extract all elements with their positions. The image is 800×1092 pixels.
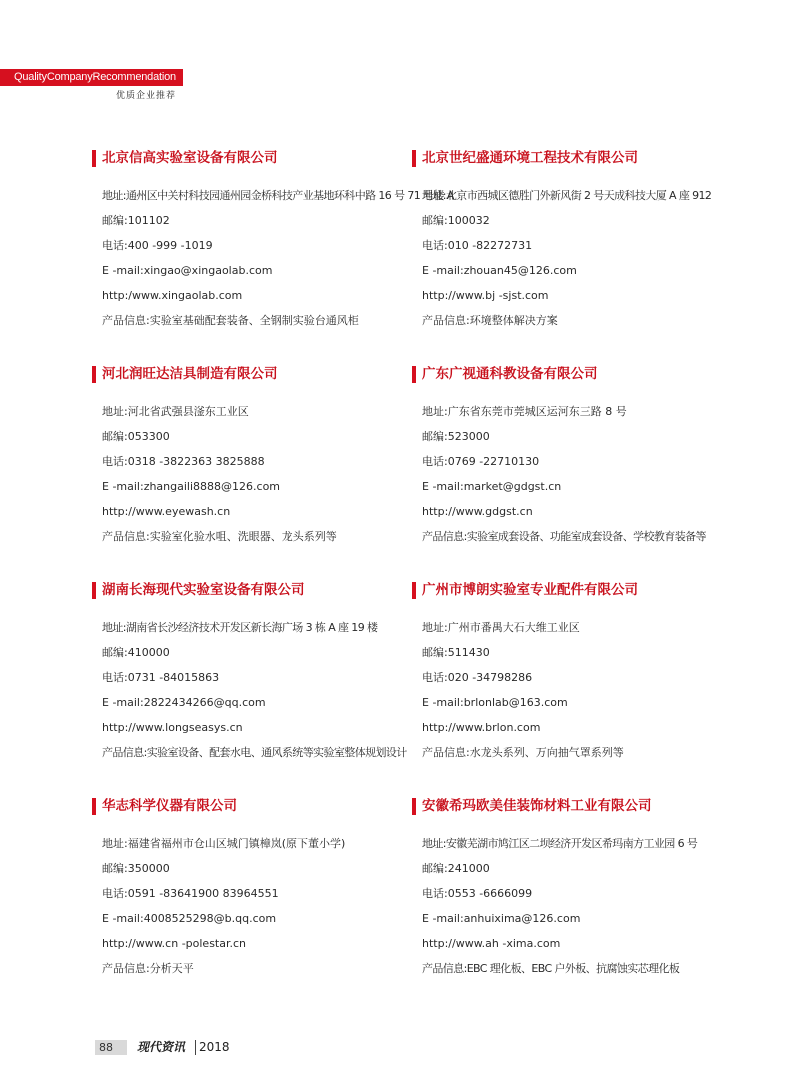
- company-website: http://www.longseasys.cn: [102, 721, 243, 734]
- company-website: http://www.brlon.com: [422, 721, 541, 734]
- company-website: http://www.cn -polestar.cn: [102, 937, 247, 950]
- company-phone: 电话:0553 -6666099: [422, 887, 533, 900]
- company-website: http:/www.xingaolab.com: [102, 289, 243, 302]
- company-products: 产品信息:实验室成套设备、功能室成套设备、学校教育装备等: [422, 530, 706, 543]
- company-name: 北京世纪盛通环境工程技术有限公司: [412, 150, 742, 167]
- company-name: 广东广视通科教设备有限公司: [412, 366, 742, 383]
- company-phone: 电话:0591 -83641900 83964551: [102, 887, 279, 900]
- company-card: [412, 582, 742, 765]
- company-email: E -mail:anhuixima@126.com: [422, 912, 581, 925]
- company-name: 广州市博朗实验室专业配件有限公司: [412, 582, 742, 599]
- company-email: E -mail:market@gdgst.cn: [422, 480, 562, 493]
- company-address: 地址:湖南省长沙经济技术开发区新长海广场 3 栋 A 座 19 楼: [102, 621, 378, 634]
- company-phone: 电话:0769 -22710130: [422, 455, 540, 468]
- company-email: E -mail:zhangaili8888@126.com: [102, 480, 281, 493]
- company-postcode: 邮编:511430: [422, 646, 490, 659]
- company-name: 河北润旺达洁具制造有限公司: [92, 366, 422, 383]
- company-postcode: 邮编:350000: [102, 862, 170, 875]
- company-email: E -mail:zhouan45@126.com: [422, 264, 577, 277]
- company-address: 地址:广州市番禺大石大维工业区: [422, 621, 580, 634]
- company-card: [412, 366, 742, 549]
- section-title-en: QualityCompanyRecommendation: [0, 69, 183, 86]
- company-website: http://www.gdgst.cn: [422, 505, 533, 518]
- company-email: E -mail:xingao@xingaolab.com: [102, 264, 273, 277]
- company-address: 地址:通州区中关村科技园通州园金桥科技产业基地环科中路 16 号 71 号楼 A: [102, 189, 454, 202]
- company-website: http://www.eyewash.cn: [102, 505, 231, 518]
- company-phone: 电话:400 -999 -1019: [102, 239, 213, 252]
- company-name: 北京信高实验室设备有限公司: [92, 150, 422, 167]
- company-address: 地址:北京市西城区德胜门外新风街 2 号天成科技大厦 A 座 912: [422, 189, 712, 202]
- company-products: 产品信息:水龙头系列、万向抽气罩系列等: [422, 746, 624, 759]
- company-postcode: 邮编:410000: [102, 646, 170, 659]
- company-postcode: 邮编:100032: [422, 214, 490, 227]
- company-products: 产品信息:EBC 理化板、EBC 户外板、抗腐蚀实芯理化板: [422, 962, 680, 975]
- company-phone: 电话:0318 -3822363 3825888: [102, 455, 265, 468]
- company-products: 产品信息:实验室设备、配套水电、通风系统等实验室整体规划设计: [102, 746, 407, 759]
- company-name: 华志科学仪器有限公司: [92, 798, 422, 815]
- company-card: [412, 798, 742, 981]
- magazine-name: 现代资讯: [137, 1040, 186, 1054]
- company-address: 地址:河北省武强县滏东工业区: [102, 405, 249, 418]
- company-phone: 电话:010 -82272731: [422, 239, 533, 252]
- company-products: 产品信息:实验室基础配套装备、全钢制实验台通风柜: [102, 314, 359, 327]
- company-card: [412, 150, 742, 333]
- company-email: E -mail:4008525298@b.qq.com: [102, 912, 277, 925]
- company-postcode: 邮编:101102: [102, 214, 170, 227]
- section-title-cn: 优质企业推荐: [116, 91, 177, 101]
- company-products: 产品信息:实验室化验水咀、洗眼器、龙头系列等: [102, 530, 337, 543]
- company-email: E -mail:brlonlab@163.com: [422, 696, 568, 709]
- company-card: [92, 366, 422, 549]
- company-address: 地址:广东省东莞市莞城区运河东三路 8 号: [422, 405, 627, 418]
- company-products: 产品信息:环境整体解决方案: [422, 314, 558, 327]
- company-phone: 电话:020 -34798286: [422, 671, 533, 684]
- company-website: http://www.bj -sjst.com: [422, 289, 549, 302]
- company-name: 安徽希玛欧美佳装饰材料工业有限公司: [412, 798, 742, 815]
- page-number: 88: [95, 1040, 127, 1055]
- company-phone: 电话:0731 -84015863: [102, 671, 220, 684]
- company-name: 湖南长海现代实验室设备有限公司: [92, 582, 422, 599]
- company-address: 地址:福建省福州市仓山区城门镇樟岚(原下董小学): [102, 837, 346, 850]
- company-card: [92, 798, 422, 981]
- company-card: [92, 582, 422, 765]
- company-postcode: 邮编:523000: [422, 430, 490, 443]
- company-address: 地址:安徽芜湖市鸠江区二坝经济开发区希玛南方工业园 6 号: [422, 837, 698, 850]
- company-postcode: 邮编:053300: [102, 430, 170, 443]
- company-email: E -mail:2822434266@qq.com: [102, 696, 266, 709]
- issue-year: 2018: [195, 1040, 230, 1055]
- company-postcode: 邮编:241000: [422, 862, 490, 875]
- company-products: 产品信息:分析天平: [102, 962, 194, 975]
- company-website: http://www.ah -xima.com: [422, 937, 561, 950]
- company-card: [92, 150, 454, 333]
